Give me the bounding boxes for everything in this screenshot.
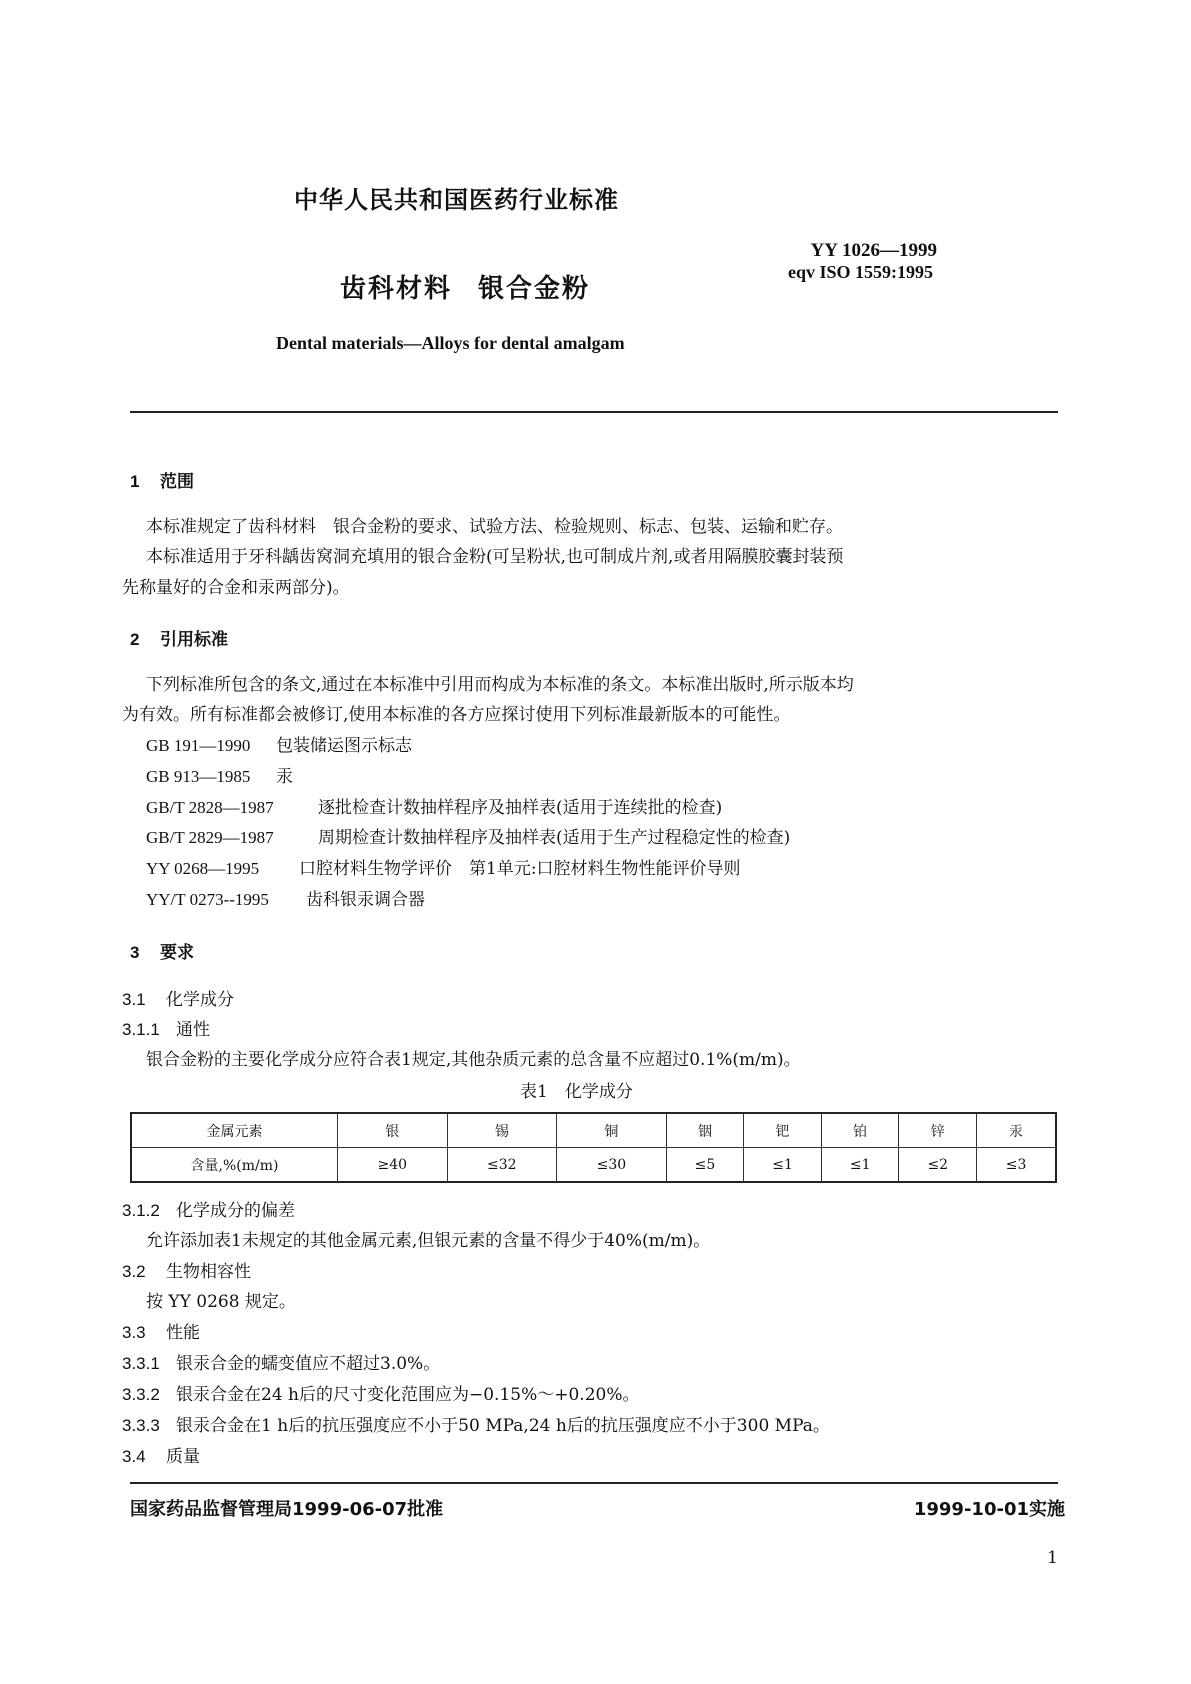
- table-cell: ≤1: [744, 1148, 822, 1183]
- table-cell: 汞: [977, 1113, 1056, 1148]
- section-3-3-1: 3.3.1 银汞合金的蠕变值应不超过3.0%。: [122, 1354, 441, 1374]
- section-2-para-line-2: 为有效。所有标准都会被修订,使用本标准的各方应探讨使用下列标准最新版本的可能性。: [122, 705, 791, 725]
- table-1-caption: 表1 化学成分: [520, 1082, 633, 1102]
- reference-item: GB/T 2828—1987 逐批检查计数抽样程序及抽样表(适用于连续批的检查): [146, 798, 723, 818]
- reference-item: GB 191—1990 包装储运图示标志: [146, 736, 412, 756]
- section-3-1-2-heading: 3.1.2 化学成分的偏差: [122, 1201, 295, 1221]
- section-3-4-heading: 3.4 质量: [122, 1447, 200, 1467]
- table-row: [131, 1113, 1056, 1148]
- english-title: Dental materials—Alloys for dental amalgam: [276, 333, 625, 353]
- table-cell: 铜: [557, 1113, 667, 1148]
- table-cell: 银: [338, 1113, 448, 1148]
- table-cell: ≤30: [557, 1148, 667, 1183]
- table-cell: 钯: [744, 1113, 822, 1148]
- section-2-para-line-1: 下列标准所包含的条文,通过在本标准中引用而构成为本标准的条文。本标准出版时,所示版本均: [146, 675, 854, 695]
- reference-item: YY 0268—1995 口腔材料生物学评价 第1单元:口腔材料生物性能评价导则: [146, 859, 741, 879]
- section-1-para-1: 本标准规定了齿科材料 银合金粉的要求、试验方法、检验规则、标志、包装、运输和贮存。: [146, 517, 843, 537]
- document-title: [340, 268, 590, 305]
- reference-item: GB 913—1985 汞: [146, 767, 293, 787]
- table-header-cell: 金属元素: [131, 1113, 338, 1148]
- table-cell: ≤2: [899, 1148, 977, 1183]
- section-3-1-1-text: 银合金粉的主要化学成分应符合表1规定,其他杂质元素的总含量不应超过0.1%(m/m)。: [146, 1050, 801, 1070]
- section-1-heading: 1 范围: [130, 472, 194, 492]
- section-3-3-heading: 3.3 性能: [122, 1323, 200, 1343]
- section-2-heading: 2 引用标准: [130, 630, 228, 650]
- section-3-2-text: 按 YY 0268 规定。: [146, 1292, 296, 1312]
- table-cell: ≤1: [821, 1148, 899, 1183]
- page-number: 1: [1047, 1548, 1058, 1568]
- chemical-composition-table: [130, 1112, 1057, 1183]
- table-row: [131, 1148, 1056, 1183]
- table-cell: 铂: [821, 1113, 899, 1148]
- reference-item: GB/T 2829—1987 周期检查计数抽样程序及抽样表(适用于生产过程稳定性的检查): [146, 828, 791, 848]
- section-3-3-3: 3.3.3 银汞合金在1 h后的抗压强度应不小于50 MPa,24 h后的抗压强度应不小于300 MPa。: [122, 1416, 830, 1436]
- footer-divider: [130, 1482, 1058, 1484]
- table-header-cell: 含量,%(m/m): [131, 1148, 338, 1183]
- header-divider: [130, 411, 1058, 413]
- table-cell: 铟: [666, 1113, 744, 1148]
- section-3-2-heading: 3.2 生物相容性: [122, 1262, 251, 1282]
- standard-code: YY 1026—1999: [810, 240, 937, 261]
- table-cell: 锡: [447, 1113, 557, 1148]
- table-cell: ≤32: [447, 1148, 557, 1183]
- table-cell: ≤3: [977, 1148, 1056, 1183]
- title-part1: 齿科材料: [340, 274, 453, 304]
- table-cell: 锌: [899, 1113, 977, 1148]
- title-part2: 银合金粉: [478, 274, 591, 304]
- implementation-date: 1999-10-01实施: [913, 1499, 1065, 1520]
- section-1-para-2-line-2: 先称量好的合金和汞两部分)。: [122, 578, 350, 598]
- section-3-1-2-text: 允许添加表1未规定的其他金属元素,但银元素的含量不得少于40%(m/m)。: [146, 1231, 711, 1251]
- section-1-para-2-line-1: 本标准适用于牙科龋齿窝洞充填用的银合金粉(可呈粉状,也可制成片剂,或者用隔膜胶囊封装预: [146, 547, 844, 567]
- equivalent-code: eqv ISO 1559:1995: [787, 262, 933, 282]
- section-3-heading: 3 要求: [130, 943, 194, 963]
- table-cell: ≥40: [338, 1148, 448, 1183]
- standard-category: 中华人民共和国医药行业标准: [294, 186, 619, 214]
- section-3-3-2: 3.3.2 银汞合金在24 h后的尺寸变化范围应为−0.15%～+0.20%。: [122, 1385, 640, 1405]
- table-cell: ≤5: [666, 1148, 744, 1183]
- reference-item: YY/T 0273--1995 齿科银汞调合器: [146, 890, 425, 910]
- section-3-1-1-heading: 3.1.1 通性: [122, 1020, 210, 1040]
- approval-note: 国家药品监督管理局1999-06-07批准: [130, 1499, 444, 1520]
- section-3-1-heading: 3.1 化学成分: [122, 990, 234, 1010]
